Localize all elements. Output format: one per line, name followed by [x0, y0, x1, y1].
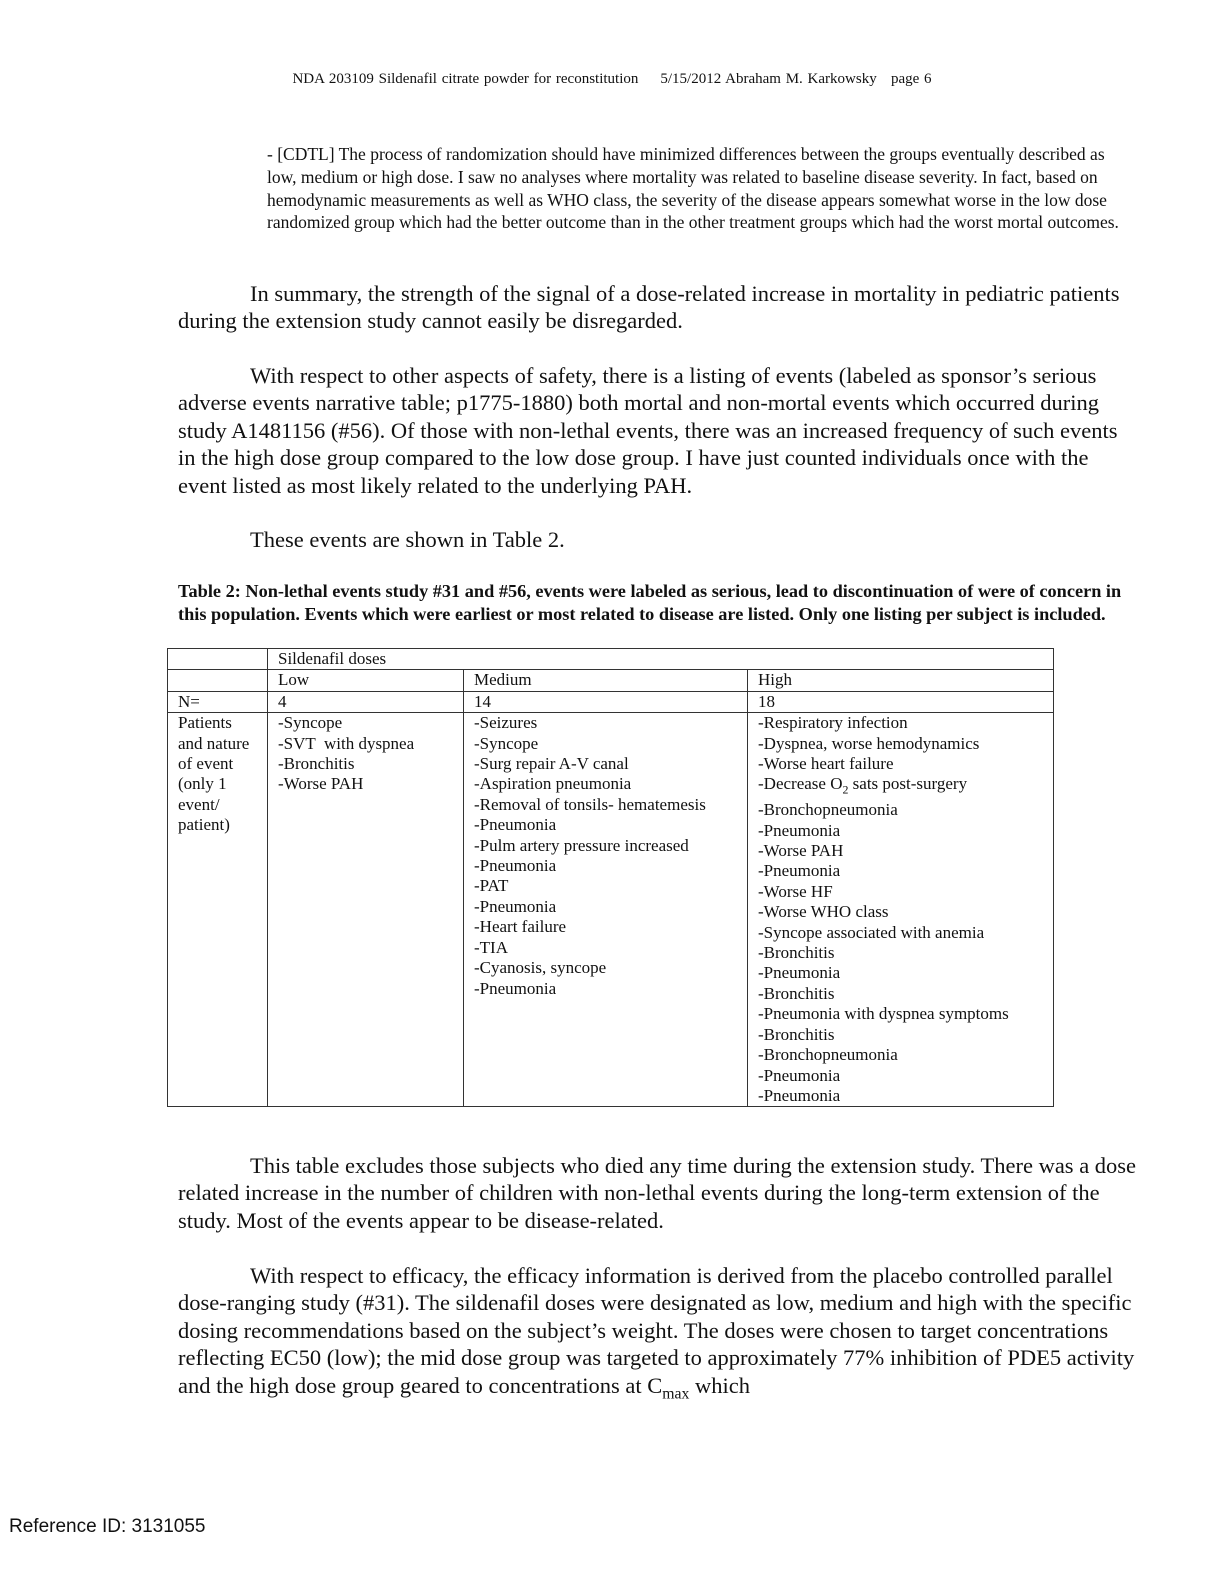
- header-date-author: 5/15/2012 Abraham M. Karkowsky: [660, 71, 877, 87]
- paragraph-table-exclusion: This table excludes those subjects who died any time during the extension study. There was a dose related increase in the number of children with non-lethal events during the long-term extension of the study. Most of the events appear to be disease-related.: [178, 1153, 1137, 1233]
- event-item: -Removal of tonsils- hematemesis: [474, 794, 706, 814]
- event-item: -SVT with dyspnea: [278, 733, 415, 753]
- page-header: [0, 71, 1224, 88]
- event-item: -Pneumonia: [758, 1065, 841, 1085]
- column-header-medium: Medium: [464, 670, 748, 691]
- high-events-cell: [748, 713, 1054, 1107]
- n-low: 4: [268, 691, 464, 712]
- table-row-column-headers: [168, 670, 1054, 691]
- table-group-header: Sildenafil doses: [268, 649, 1054, 670]
- event-item: -Heart failure: [474, 917, 567, 937]
- column-header-low: Low: [268, 670, 464, 691]
- column-header-high: High: [748, 670, 1054, 691]
- paragraph-efficacy: With respect to efficacy, the efficacy information is derived from the placebo controlled parallel dose-ranging study (#31). The sildenafil doses were designated as low, medium and high with the specific dosing recommendations based on the subject’s weight. The doses were chosen to target concentrations reflecting EC50 (low); the mid dose group was targeted to approximately 77% inhibition of PDE5 activity and the high dose group geared to concentrations at $C_{max}$ which: [178, 1263, 1135, 1403]
- table-row-n: [168, 691, 1054, 712]
- event-item: -Pneumonia: [474, 815, 557, 835]
- event-item: -Aspiration pneumonia: [474, 774, 632, 794]
- event-item: -Dyspnea, worse hemodynamics: [758, 733, 980, 753]
- event-item: -Pulm artery pressure increased: [474, 835, 689, 855]
- low-events-cell: [268, 713, 464, 1107]
- event-item: -Seizures: [474, 713, 538, 733]
- table-caption: Table 2: Non-lethal events study #31 and #56, events were labeled as serious, lead to discontinuation of were of concern in this population. Events which were earliest or most related to disease are listed. Only one listing per subject is included.: [178, 581, 1122, 624]
- event-item: -Pneumonia: [474, 856, 557, 876]
- paragraph-safety: With respect to other aspects of safety, there is a listing of events (labeled as sponsor’s serious adverse events narrative table; p1775-1880) both mortal and non-mortal events which occurred during study A1481156 (#56). Of those with non-lethal events, there was an increased frequency of such events in the high dose group compared to the low dose group. I have just counted individuals once with the event listed as most likely related to the underlying PAH.: [178, 363, 1118, 498]
- event-item: -Bronchitis: [758, 1024, 835, 1044]
- reference-id-footer: Reference ID: 3131055: [9, 1516, 206, 1537]
- medium-events-cell: [464, 713, 748, 1107]
- event-item: -Pneumonia with dyspnea symptoms: [758, 1004, 1009, 1024]
- n-high: 18: [748, 691, 1054, 712]
- paragraph-table-reference: These events are shown in Table 2.: [250, 527, 565, 552]
- row-label-events: Patients and nature of event (only 1 event/ patient): [168, 713, 268, 1107]
- event-item: -Worse WHO class: [758, 902, 889, 922]
- header-document: NDA 203109 Sildenafil citrate powder for reconstitution: [292, 71, 639, 87]
- event-item: -Worse heart failure: [758, 754, 894, 774]
- event-item: -Bronchitis: [758, 943, 835, 963]
- event-item: -Worse HF: [758, 881, 833, 901]
- table-row-group-header: [168, 649, 1054, 670]
- event-item: -Pneumonia: [474, 896, 557, 916]
- event-item: -Cyanosis, syncope: [474, 958, 607, 978]
- event-item: -Pneumonia: [758, 820, 841, 840]
- event-item: -Worse PAH: [758, 841, 844, 861]
- event-item: -Pneumonia: [758, 861, 841, 881]
- n-medium: 14: [464, 691, 748, 712]
- event-item: -Bronchopneumonia: [758, 800, 898, 820]
- n-label: N=: [168, 691, 268, 712]
- event-item: -Bronchitis: [278, 754, 355, 774]
- event-item: -Surg repair A-V canal: [474, 754, 629, 774]
- event-item: -Pneumonia: [758, 1085, 841, 1105]
- table-cell-empty: [168, 649, 268, 670]
- paragraph-summary: In summary, the strength of the signal of a dose-related increase in mortality in pediatric patients during the extension study cannot easily be disregarded.: [178, 281, 1120, 334]
- table-cell-empty: [168, 670, 268, 691]
- event-item: -TIA: [474, 937, 508, 957]
- event-item: -Pneumonia: [474, 978, 557, 998]
- event-item: -Syncope: [474, 733, 539, 753]
- event-item: -Pneumonia: [758, 963, 841, 983]
- event-item: -Worse PAH: [278, 774, 364, 794]
- table-row-events: [168, 713, 1054, 1107]
- event-item: -Respiratory infection: [758, 713, 908, 733]
- header-page-number: page 6: [890, 71, 932, 87]
- events-table: [167, 648, 1054, 1107]
- event-item: -Bronchopneumonia: [758, 1045, 898, 1065]
- event-item: -PAT: [474, 876, 509, 896]
- event-item-o2-sats: -Decrease $O_2$ sats post-surgery: [758, 774, 968, 797]
- event-item: -Syncope: [278, 713, 343, 733]
- cdtl-quote: - [CDTL] The process of randomization should have minimized differences between the groups eventually described as low, medium or high dose. I saw no analyses where mortality was related to baseline disease severity. In fact, based on hemodynamic measurements as well as WHO class, the severity of the disease appears somewhat worse in the low dose randomized group which had the better outcome than in the other treatment groups which had the worst mortal outcomes.: [267, 144, 1119, 233]
- event-item: -Bronchitis: [758, 983, 835, 1003]
- event-item: -Syncope associated with anemia: [758, 922, 985, 942]
